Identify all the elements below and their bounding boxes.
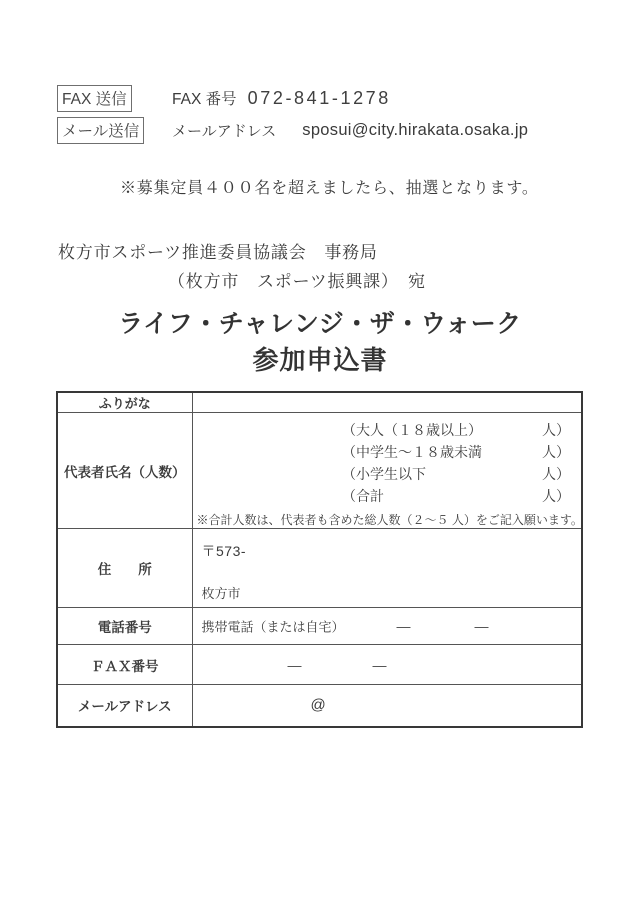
fax-send-row xyxy=(57,86,391,110)
city-prefix: 枚方市 xyxy=(201,586,241,601)
count-junior-high-label: （中学生～１８歳未満 xyxy=(342,444,482,460)
representative-row xyxy=(57,413,582,529)
fax-send-box: FAX 送信 xyxy=(57,85,132,112)
count-junior-high-suffix: 人） xyxy=(542,444,570,460)
phone-blank-cell xyxy=(192,608,582,645)
mail-send-row xyxy=(57,118,528,142)
mail-send-box: メール送信 xyxy=(57,117,144,144)
furigana-row xyxy=(57,392,582,413)
fax-number-label: FAX 番号 xyxy=(172,91,237,108)
furigana-label: ふりがな xyxy=(57,392,192,413)
fax-dash-2: ― xyxy=(372,656,387,673)
count-adult-suffix: 人） xyxy=(542,422,570,438)
capacity-lottery-note: ※募集定員４００名を超えましたら、抽選となります。 xyxy=(120,180,539,197)
addressee-department: （枚方市 スポーツ振興課） 宛 xyxy=(168,272,426,291)
count-total-suffix: 人） xyxy=(542,488,570,504)
phone-row xyxy=(57,608,582,645)
at-sign: @ xyxy=(310,696,326,714)
event-title: ライフ・チャレンジ・ザ・ウォーク xyxy=(118,310,522,338)
mail-address-value: sposui@city.hirakata.osaka.jp xyxy=(302,120,529,139)
total-count-note: ※合計人数は、代表者も含めた総人数（２～５ 人）をご記入願います。 xyxy=(196,513,583,527)
addressee-organization: 枚方市スポーツ推進委員協議会 事務局 xyxy=(58,243,378,262)
representative-label: 代表者氏名（人数） xyxy=(57,413,192,529)
email-blank-cell xyxy=(192,685,582,727)
address-blank-cell xyxy=(192,529,582,608)
furigana-blank-cell xyxy=(192,392,582,413)
fax-row xyxy=(57,645,582,685)
mail-address-label: メールアドレス xyxy=(172,122,277,140)
fax-send-box-slot xyxy=(57,85,172,112)
email-row xyxy=(57,685,582,727)
count-total-label: （合計 xyxy=(342,488,384,504)
application-form-table xyxy=(56,391,583,728)
count-line-total xyxy=(342,485,570,507)
email-label: メールアドレス xyxy=(57,685,192,727)
phone-dash-1: ― xyxy=(396,618,411,634)
count-line-elementary xyxy=(342,463,570,485)
count-elementary-suffix: 人） xyxy=(542,466,570,482)
fax-number-value: 072-841-1278 xyxy=(247,87,391,108)
fax-blank-cell xyxy=(192,645,582,685)
count-line-adult xyxy=(342,419,570,441)
participant-count-list xyxy=(342,419,570,507)
count-elementary-label: （小学生以下 xyxy=(342,466,426,482)
count-adult-label: （大人（１８歳以上） xyxy=(342,422,482,438)
address-label: 住 所 xyxy=(57,529,192,608)
representative-blank-cell xyxy=(192,413,582,529)
count-line-junior-high xyxy=(342,441,570,463)
fax-label: ＦＡＸ番号 xyxy=(57,645,192,685)
fax-dash-1: ― xyxy=(287,656,302,673)
mail-send-box-slot xyxy=(57,117,172,144)
postal-code-prefix: 〒573- xyxy=(201,543,247,559)
phone-label: 電話番号 xyxy=(57,608,192,645)
phone-dash-2: ― xyxy=(474,618,489,634)
form-subtitle: 参加申込書 xyxy=(252,345,388,375)
phone-type-hint: 携帯電話（または自宅） xyxy=(201,619,345,635)
address-row xyxy=(57,529,582,608)
